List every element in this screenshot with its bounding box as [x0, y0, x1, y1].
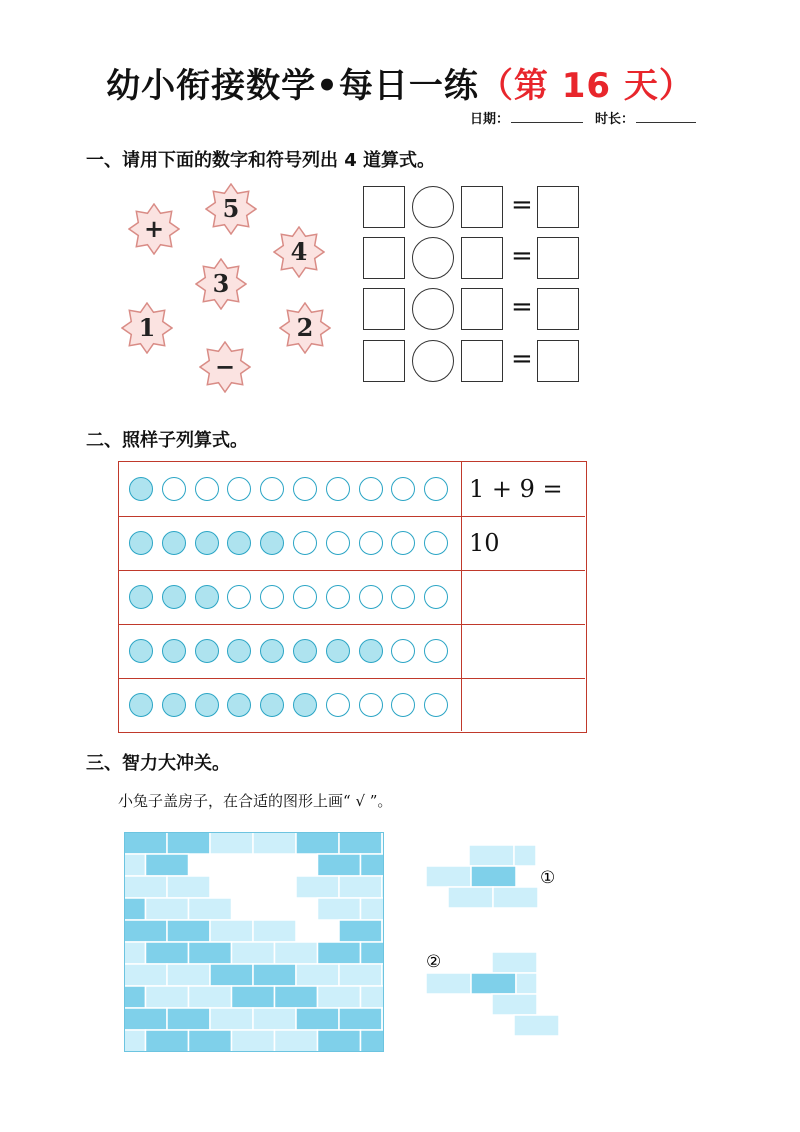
star-label: 1 — [138, 313, 156, 342]
wall-brick — [253, 1008, 296, 1030]
filled-dot — [260, 693, 284, 717]
star-card — [199, 341, 251, 393]
piece-brick — [514, 1015, 559, 1036]
empty-dot — [359, 531, 383, 555]
filled-dot — [129, 693, 153, 717]
piece-brick — [492, 952, 537, 973]
wall-brick — [210, 920, 253, 942]
wall-brick — [210, 832, 253, 854]
empty-dot — [162, 477, 186, 501]
wall-brick — [339, 1008, 382, 1030]
piece-brick — [426, 866, 471, 887]
table-row — [119, 624, 585, 679]
wall-brick — [189, 986, 232, 1008]
wall-brick — [361, 986, 385, 1008]
star-label: 4 — [290, 237, 308, 266]
answer-box[interactable] — [461, 186, 503, 228]
wall-brick — [146, 898, 189, 920]
wall-brick — [296, 832, 339, 854]
empty-dot — [391, 585, 415, 609]
star-label: + — [143, 214, 165, 243]
wall-brick — [253, 832, 296, 854]
answer-box[interactable] — [461, 340, 503, 382]
filled-dot — [326, 639, 350, 663]
date-label: 日期： — [469, 112, 509, 127]
piece-brick — [469, 845, 514, 866]
wall-brick — [296, 876, 339, 898]
empty-dot — [293, 585, 317, 609]
empty-dot — [424, 585, 448, 609]
option-1-piece[interactable] — [424, 843, 564, 913]
wall-brick — [124, 854, 146, 876]
wall-brick — [318, 986, 361, 1008]
empty-dot — [424, 693, 448, 717]
dot-table — [118, 461, 587, 733]
wall-brick — [189, 898, 232, 920]
wall-brick — [124, 920, 167, 942]
star-card — [121, 302, 173, 354]
star-label: 2 — [296, 313, 314, 342]
wall-brick — [146, 854, 189, 876]
empty-dot — [359, 693, 383, 717]
wall-brick — [146, 942, 189, 964]
star-card — [273, 226, 325, 278]
wall-brick — [339, 920, 382, 942]
star-label: 5 — [222, 194, 240, 223]
empty-dot — [326, 693, 350, 717]
wall-brick — [167, 832, 210, 854]
wall-brick — [167, 876, 210, 898]
page-title — [0, 58, 800, 107]
option-2-piece[interactable] — [424, 950, 564, 1045]
equals-sign: = — [511, 292, 533, 322]
operator-circle[interactable] — [412, 288, 454, 330]
filled-dot — [129, 531, 153, 555]
wall-brick — [189, 1030, 232, 1052]
section1-heading: 一、请用下面的数字和符号列出 4 道算式。 — [86, 150, 436, 171]
wall-brick — [275, 986, 318, 1008]
filled-dot — [162, 639, 186, 663]
piece-brick — [516, 973, 537, 994]
wall-brick — [167, 1008, 210, 1030]
wall-brick — [296, 1008, 339, 1030]
brick-wall-puzzle — [124, 832, 384, 1052]
option-2-label: ② — [426, 952, 442, 972]
piece-brick — [471, 866, 516, 887]
empty-dot — [227, 585, 251, 609]
wall-brick — [124, 876, 167, 898]
empty-dot — [424, 477, 448, 501]
wall-brick — [318, 1030, 361, 1052]
filled-dot — [129, 585, 153, 609]
result-box[interactable] — [537, 340, 579, 382]
answer-box[interactable] — [461, 288, 503, 330]
section3-heading: 三、智力大冲关。 — [86, 753, 230, 774]
empty-dot — [391, 477, 415, 501]
duration-blank[interactable] — [636, 110, 696, 123]
answer-box[interactable] — [363, 340, 405, 382]
piece-brick — [514, 845, 536, 866]
duration-label: 时长： — [594, 112, 634, 127]
table-divider — [461, 462, 462, 731]
empty-dot — [326, 531, 350, 555]
equals-sign: = — [511, 344, 533, 374]
empty-dot — [293, 531, 317, 555]
wall-brick — [361, 854, 385, 876]
wall-brick — [361, 898, 385, 920]
option-1-label: ① — [540, 868, 556, 888]
table-row — [119, 462, 585, 557]
wall-brick — [232, 1030, 275, 1052]
filled-dot — [293, 693, 317, 717]
empty-dot — [293, 477, 317, 501]
filled-dot — [260, 531, 284, 555]
filled-dot — [260, 639, 284, 663]
wall-brick — [124, 1008, 167, 1030]
wall-brick — [124, 986, 146, 1008]
piece-brick — [471, 973, 516, 994]
empty-dot — [260, 477, 284, 501]
wall-brick — [146, 1030, 189, 1052]
filled-dot — [227, 531, 251, 555]
empty-dot — [391, 639, 415, 663]
wall-brick — [124, 942, 146, 964]
empty-dot — [391, 693, 415, 717]
formula-cell[interactable]: 1 + 9 = 10 — [469, 475, 563, 557]
answer-box[interactable] — [461, 237, 503, 279]
wall-brick — [339, 832, 382, 854]
wall-brick — [361, 942, 385, 964]
operator-circle[interactable] — [412, 186, 454, 228]
table-row — [119, 516, 585, 571]
filled-dot — [293, 639, 317, 663]
piece-brick — [426, 973, 471, 994]
filled-dot — [129, 639, 153, 663]
piece-brick — [448, 887, 493, 908]
piece-brick — [493, 887, 538, 908]
wall-brick — [339, 876, 382, 898]
wall-brick — [232, 986, 275, 1008]
wall-brick — [275, 942, 318, 964]
equals-sign: = — [511, 190, 533, 220]
wall-brick — [361, 1030, 385, 1052]
empty-dot — [260, 585, 284, 609]
empty-dot — [195, 477, 219, 501]
wall-brick — [318, 854, 361, 876]
wall-brick — [210, 964, 253, 986]
wall-brick — [210, 1008, 253, 1030]
equals-sign: = — [511, 241, 533, 271]
wall-brick — [167, 964, 210, 986]
filled-dot — [227, 639, 251, 663]
star-card — [205, 183, 257, 235]
answer-box[interactable] — [363, 186, 405, 228]
filled-dot — [162, 693, 186, 717]
empty-dot — [359, 585, 383, 609]
wall-brick — [124, 832, 167, 854]
wall-brick — [318, 942, 361, 964]
wall-brick — [124, 1030, 146, 1052]
empty-dot — [326, 477, 350, 501]
filled-dot — [227, 693, 251, 717]
empty-dot — [359, 477, 383, 501]
filled-dot — [359, 639, 383, 663]
wall-brick — [296, 964, 339, 986]
wall-brick — [124, 964, 167, 986]
title-day: （第 16 天） — [478, 66, 694, 106]
wall-brick — [232, 942, 275, 964]
wall-brick — [146, 986, 189, 1008]
filled-dot — [195, 585, 219, 609]
wall-brick — [167, 920, 210, 942]
empty-dot — [424, 531, 448, 555]
wall-brick — [339, 964, 382, 986]
empty-dot — [227, 477, 251, 501]
empty-dot — [424, 639, 448, 663]
wall-brick — [189, 942, 232, 964]
wall-brick — [253, 964, 296, 986]
result-box[interactable] — [537, 237, 579, 279]
empty-dot — [391, 531, 415, 555]
result-box[interactable] — [537, 186, 579, 228]
filled-dot — [195, 531, 219, 555]
answer-box[interactable] — [363, 237, 405, 279]
title-main: 幼小衔接数学•每日一练 — [106, 66, 479, 106]
empty-dot — [326, 585, 350, 609]
table-row — [119, 678, 585, 732]
piece-brick — [492, 994, 537, 1015]
filled-dot — [195, 693, 219, 717]
date-blank[interactable] — [511, 110, 583, 123]
answer-box[interactable] — [363, 288, 405, 330]
table-row — [119, 570, 585, 625]
date-duration-line — [470, 108, 696, 127]
operator-circle[interactable] — [412, 237, 454, 279]
result-box[interactable] — [537, 288, 579, 330]
star-card — [279, 302, 331, 354]
filled-dot — [129, 477, 153, 501]
star-card — [128, 203, 180, 255]
filled-dot — [195, 639, 219, 663]
wall-brick — [275, 1030, 318, 1052]
section2-heading: 二、照样子列算式。 — [86, 430, 248, 451]
wall-brick — [253, 920, 296, 942]
wall-brick — [124, 898, 146, 920]
star-card — [195, 258, 247, 310]
wall-brick — [318, 898, 361, 920]
filled-dot — [162, 531, 186, 555]
star-label: − — [214, 352, 236, 381]
operator-circle[interactable] — [412, 340, 454, 382]
instruction-text: 小兔子盖房子，在合适的图形上画“ √ ”。 — [118, 792, 393, 810]
filled-dot — [162, 585, 186, 609]
star-label: 3 — [212, 269, 230, 298]
